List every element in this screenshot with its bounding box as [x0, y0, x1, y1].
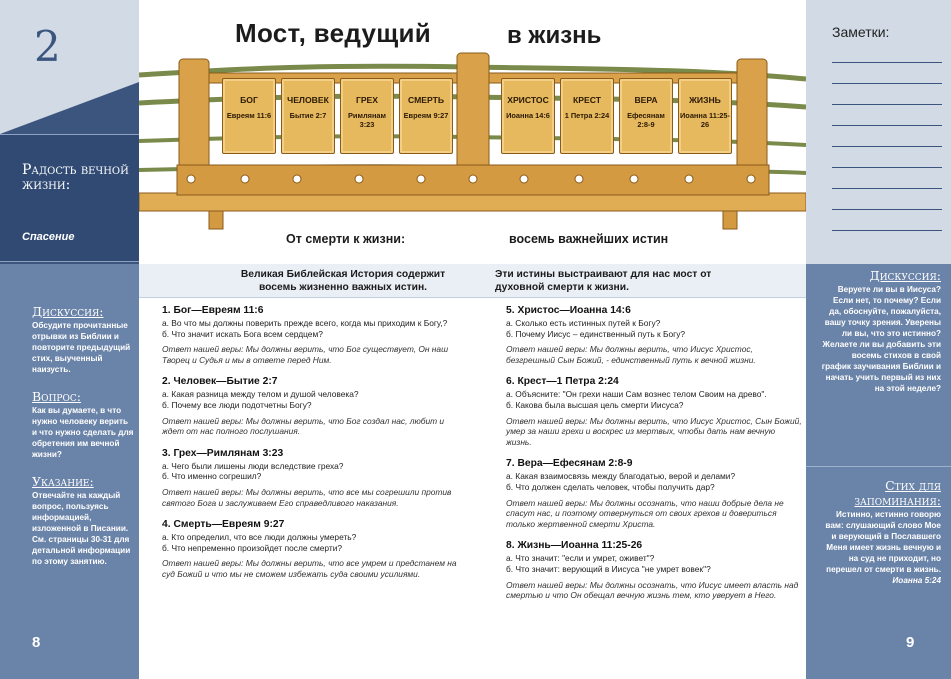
answer-text: Ответ нашей веры: Мы должны осознать, что наши добрые дела не спасут нас, и поэтому отвернуться от своих грехов и довериться только жертвенной смерти Христа.	[506, 497, 784, 529]
question-block	[162, 519, 458, 579]
memory-verse-text: Истинно, истинно говорю вам: слушающий слово Мое и верующий в Пославшего Меня имеет жизнь вечную и на суд не приходит, но перешел от смерти в жизнь.	[825, 510, 941, 574]
left-discussion-text: Обсудите прочитанные отрывки из Библии и повторите предыдущий стих, выученный наизусть.	[32, 321, 131, 374]
answer-text: Ответ нашей веры: Мы должны верить, что Иисус Христос, Сын Божий, умер за наши грехи и воскрес из мертвых, чтобы дать нам вечную жизнь.	[506, 415, 802, 447]
question-block	[506, 540, 802, 600]
question-block	[506, 305, 802, 365]
memory-verse-heading: Стих для запоминания:	[854, 478, 941, 508]
headline-right: в жизнь	[507, 22, 602, 49]
question-title: 4. Смерть—Евреям 9:27	[162, 519, 285, 531]
question-title: 1. Бог—Евреям 11:6	[162, 305, 264, 316]
question-title: 7. Вера—Ефесянам 2:8-9	[506, 458, 633, 470]
question-b: б. Почему все люди подотчетны Богу?	[162, 399, 312, 410]
subtitle-left: От смерти к жизни:	[286, 232, 406, 246]
question-a: а. Во что мы должны поверить прежде всего, когда мы приходим к Богу,?	[162, 318, 448, 328]
question-block	[506, 376, 802, 447]
answer-text: Ответ нашей веры: Мы должны верить, что все умрем и предстанем на суд Божий и что мы не сможем избежать суда своими усилиями.	[162, 558, 457, 579]
page-number-right: 9	[906, 634, 915, 651]
question-a: а. Какая разница между телом и душой человека?	[162, 389, 359, 400]
question-block	[506, 458, 802, 529]
note-line	[832, 146, 942, 147]
answer-text: Ответ нашей веры: Мы должны осознать, что Иисус имеет власть над смертью и что Он обещал вечную жизнь тем, кто уверует в Него.	[506, 579, 799, 601]
memory-verse	[821, 478, 941, 585]
right-discussion	[821, 268, 941, 394]
question-a: а. Что значит: "если и умрет, оживет"?	[506, 553, 655, 564]
question-b: б. Что именно согрешил?	[162, 471, 262, 482]
question-title: 8. Жизнь—Иоанна 11:25-26	[506, 540, 643, 552]
question-a: а. Чего были лишены люди вследствие греха?	[162, 460, 344, 471]
main-content	[139, 0, 806, 679]
plank-cross: КРЕСТ 1 Петра 2:24	[560, 78, 614, 154]
plank-death: СМЕРТЬ Евреям 9:27	[399, 78, 453, 154]
question-title: 5. Христос—Иоанна 14:6	[506, 305, 631, 316]
question-title: 3. Грех—Римлянам 3:23	[162, 447, 284, 459]
plank-sin: ГРЕХ Римлянам 3:23	[340, 78, 394, 154]
left-hint-heading: Указание:	[32, 474, 94, 489]
note-line	[832, 62, 942, 63]
section-subtitle: Спасение	[22, 231, 75, 243]
headline-left: Мост, ведущий	[235, 18, 432, 48]
page-number-left: 8	[32, 634, 41, 651]
note-line	[832, 125, 942, 126]
section-title: Радость вечной жизни:	[22, 162, 129, 193]
memory-verse-reference: Иоанна 5:24	[892, 576, 941, 585]
question-b: б. Что значит искать Бога всем сердцем?	[162, 328, 323, 339]
question-a: а. Кто определил, что все люди должны умереть?	[162, 532, 357, 543]
questions-left-column	[162, 305, 458, 591]
answer-text: Ответ нашей веры: Мы должны верить, что Иисус Христос, безгрешный Сын Божий, - единственный путь к вечной жизни.	[506, 344, 756, 365]
question-b: б. Какова была высшая цель смерти Иисуса?	[506, 399, 684, 410]
left-discussion-heading: Дискуссия:	[32, 304, 104, 319]
note-line	[832, 230, 942, 231]
intro-left: Великая Библейская История содержит восемь жизненно важных истин.	[240, 269, 446, 293]
plank-man: ЧЕЛОВЕК Бытие 2:7	[281, 78, 335, 154]
plank-christ: ХРИСТОС Иоанна 14:6	[501, 78, 555, 154]
answer-text: Ответ нашей веры: Мы должны верить, что Бог создал нас, любит и ждет от нас полного послушания.	[162, 415, 445, 437]
section-header	[0, 134, 139, 262]
left-discussion	[32, 304, 134, 375]
subtitle-right: восемь важнейших истин	[509, 232, 669, 246]
question-block	[162, 305, 458, 365]
note-line	[832, 188, 942, 189]
question-b: б. Что непременно произойдет после смерти?	[162, 542, 343, 553]
left-top-panel	[0, 0, 139, 134]
plank-life: ЖИЗНЬ Иоанна 11:25-26	[678, 78, 732, 154]
intro-band	[139, 264, 806, 298]
question-title: 6. Крест—1 Петра 2:24	[506, 376, 619, 388]
intro-right: Эти истины выстраивают для нас мост от духовной смерти к жизни.	[495, 269, 712, 293]
question-b: б. Что должен сделать человек, чтобы получить дар?	[506, 481, 715, 492]
note-line	[832, 104, 942, 105]
left-hint-text: Отвечайте на каждый вопрос, пользуясь информацией, изложенной в Писании. См. страницы 30-31 для детальной информации по этому занятию.	[32, 491, 131, 566]
right-discussion-heading: Дискуссия:	[869, 268, 941, 283]
note-line	[832, 209, 942, 210]
question-a: а. Какая взаимосвязь между благодатью, верой и делами?	[506, 471, 736, 482]
question-block	[162, 376, 458, 436]
answer-text: Ответ нашей веры: Мы должны верить, что все мы согрешили против святого Бога и заслуживаем Его справедливого наказания.	[162, 486, 452, 508]
question-title: 2. Человек—Бытие 2:7	[162, 376, 278, 388]
question-a: а. Сколько есть истинных путей к Богу?	[506, 318, 661, 328]
question-block	[162, 448, 458, 508]
answer-text: Ответ нашей веры: Мы должны верить, что Бог существует, Он наш Творец и Судья и мы в ответе перед Ним.	[162, 344, 449, 365]
notes-label: Заметки:	[832, 24, 890, 40]
right-divider	[806, 466, 951, 467]
questions-right-column	[506, 305, 802, 612]
right-discussion-text: Веруете ли вы в Иисуса? Если нет, то почему? Если да, обоснуйте, пожалуйста, вашу точку зрения. Уверены ли вы, что это истинно? Желаете ли вы добавить эти восемь стихов в свой график заучивания Библии и начать учить первый из них на этой неделе?	[821, 285, 941, 393]
plank-faith: ВЕРА Ефесянам 2:8-9	[619, 78, 673, 154]
left-question-heading: Вопрос:	[32, 389, 81, 404]
left-hint	[32, 474, 134, 567]
plank-god: БОГ Евреям 11:6	[222, 78, 276, 154]
question-b: б. Что значит: верующий в Иисуса "не умрет вовек"?	[506, 563, 711, 574]
question-a: а. Объясните: "Он грехи наши Сам вознес телом Своим на древо".	[506, 389, 767, 400]
note-line	[832, 167, 942, 168]
note-line	[832, 83, 942, 84]
left-question-text: Как вы думаете, в что нужно человеку верить и что нужно сделать для обретения им вечной жизни?	[32, 406, 134, 459]
left-question	[32, 389, 134, 460]
lesson-number: 2	[34, 22, 61, 71]
question-b: б. Почему Иисус – единственный путь к Богу?	[506, 328, 686, 339]
